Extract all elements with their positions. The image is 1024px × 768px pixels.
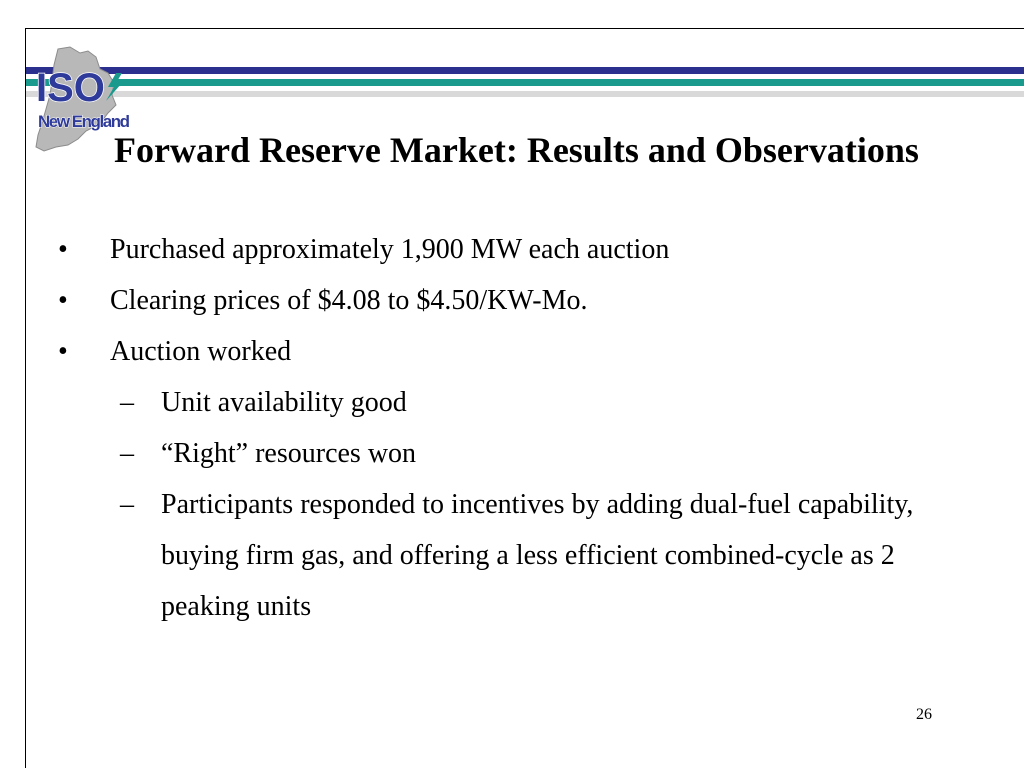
logo-new-england-text: New England: [38, 112, 130, 131]
header-stripe-gray: [26, 91, 1024, 97]
sub-bullet-item: [26, 377, 1001, 428]
bullet-marker: •: [58, 285, 68, 316]
bullet-item: [26, 275, 1001, 326]
bullet-item: [26, 224, 1001, 275]
slide-title: Forward Reserve Market: Results and Observations: [114, 130, 919, 170]
sub-bullet-text: Unit availability good: [161, 387, 407, 418]
sub-bullet-marker: –: [120, 489, 134, 520]
bullet-marker: •: [58, 234, 68, 265]
sub-bullet-text: “Right” resources won: [161, 438, 417, 469]
bullet-item: [26, 326, 1001, 377]
header-stripe-navy: [26, 67, 1024, 74]
sub-bullet-item: [26, 479, 1001, 632]
bullet-list: [26, 224, 1001, 632]
bullet-text: Auction worked: [110, 336, 292, 367]
bullet-text: Clearing prices of $4.08 to $4.50/KW-Mo.: [110, 285, 588, 316]
sub-bullet-text: Participants responded to incentives by adding dual-fuel capability, buying firm gas, and offering a less efficient combined-cycle as 2 peaking units: [161, 489, 914, 622]
page-number: 26: [916, 706, 932, 723]
header-stripe-teal: [26, 79, 1024, 86]
bullet-text: Purchased approximately 1,900 MW each auction: [110, 234, 670, 265]
slide: [25, 28, 1024, 768]
logo-iso-text: ISO: [36, 66, 105, 110]
sub-bullet-marker: –: [120, 438, 134, 469]
sub-bullet-marker: –: [120, 387, 134, 418]
sub-bullet-item: [26, 428, 1001, 479]
bullet-marker: •: [58, 336, 68, 367]
